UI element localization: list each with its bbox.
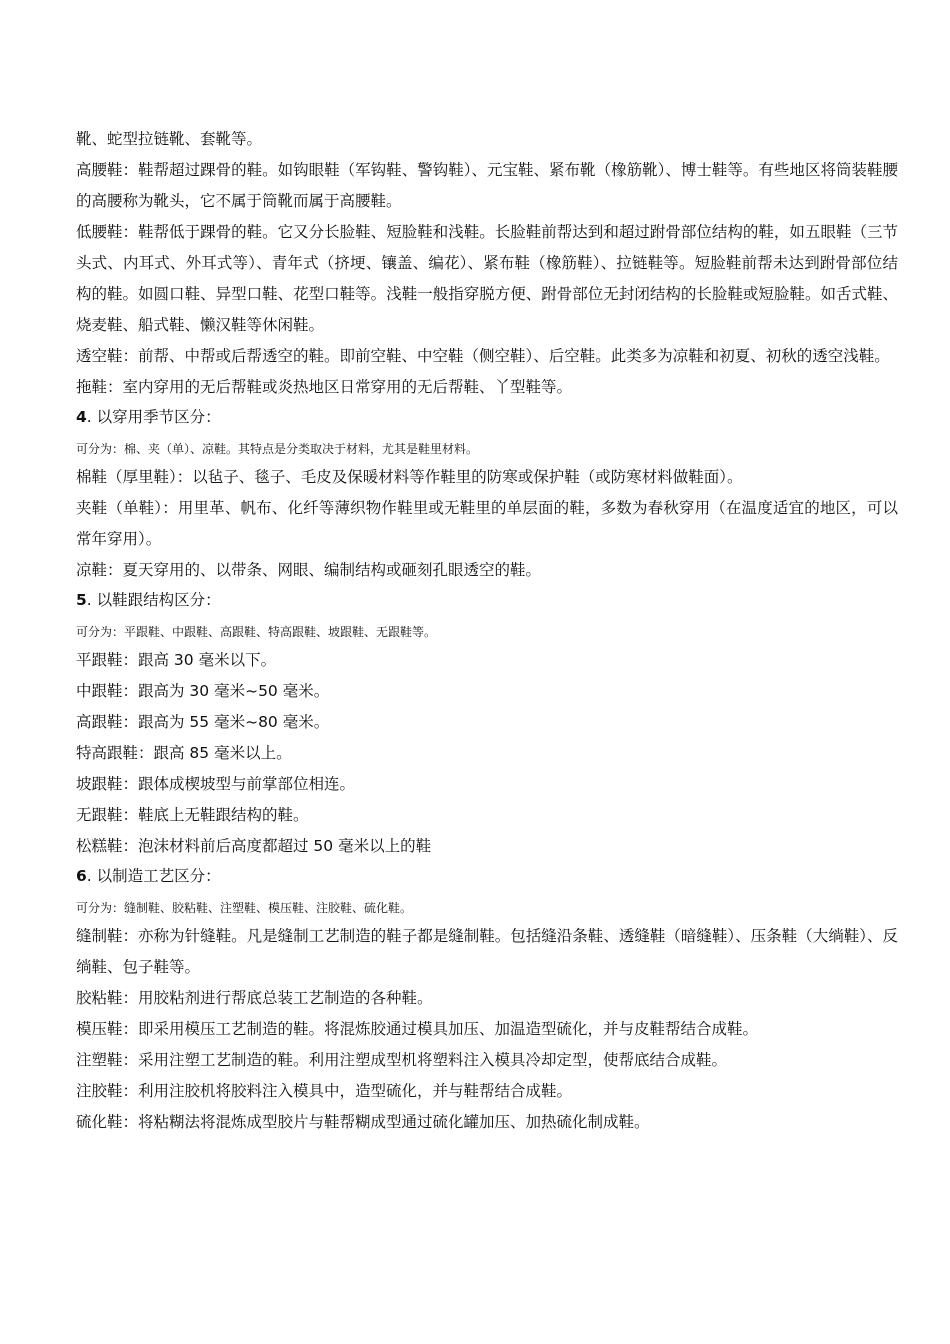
paragraph-cotton-shoes: 棉鞋（厚里鞋）：以毡子、毯子、毛皮及保暖材料等作鞋里的防寒或保护鞋（或防寒材料做鞋面）。 [76, 468, 743, 486]
paragraph-flat-heel: 平跟鞋：跟高 30 毫米以下。 [76, 651, 277, 669]
section-number: 4 [76, 408, 87, 426]
paragraph-extra-high-heel: 特高跟鞋：跟高 85 毫米以上。 [76, 744, 292, 762]
paragraph-injection-plastic-shoes: 注塑鞋：采用注塑工艺制造的鞋。利用注塑成型机将塑料注入模具冷却定型，使帮底结合成鞋。 [76, 1051, 728, 1069]
section-note-season: 可分为：棉、夹（单）、凉鞋。其特点是分类取决于材料，尤其是鞋里材料。 [76, 442, 479, 456]
paragraph-sewn-shoes: 缝制鞋：亦称为针缝鞋。凡是缝制工艺制造的鞋子都是缝制鞋。包括缝沿条鞋、透缝鞋（暗缝鞋）、压条鞋（大绱鞋）、反绱鞋、包子鞋等。 [76, 927, 898, 976]
paragraph-cemented-shoes: 胶粘鞋：用胶粘剂进行帮底总装工艺制造的各种鞋。 [76, 989, 433, 1007]
paragraph-sandals: 凉鞋：夏天穿用的、以带条、网眼、编制结构或砸刻孔眼透空的鞋。 [76, 561, 542, 579]
section-heading-season [76, 403, 898, 432]
paragraph-lined-shoes: 夹鞋（单鞋）：用里革、帆布、化纤等薄织物作鞋里或无鞋里的单层面的鞋，多数为春秋穿用（在温度适宜的地区，可以常年穿用）。 [76, 499, 898, 548]
paragraph-vulcanized-shoes: 硫化鞋：将粘糊法将混炼成型胶片与鞋帮糊成型通过硫化罐加压、加热硫化制成鞋。 [76, 1113, 650, 1131]
paragraph-wedge-heel: 坡跟鞋：跟体成楔坡型与前掌部位相连。 [76, 775, 356, 793]
section-heading-heel [76, 586, 898, 615]
paragraph-high-waist-shoes: 高腰鞋：鞋帮超过踝骨的鞋。如钩眼鞋（军钩鞋、警钩鞋）、元宝鞋、紧布靴（橡筋靴）、博士鞋等。有些地区将筒装鞋腰的高腰称为靴头，它不属于筒靴而属于高腰鞋。 [76, 161, 898, 210]
paragraph-open-shoes: 透空鞋：前帮、中帮或后帮透空的鞋。即前空鞋、中空鞋（侧空鞋）、后空鞋。此类多为凉鞋和初夏、初秋的透空浅鞋。 [76, 347, 890, 365]
paragraph-platform-shoes: 松糕鞋：泡沫材料前后高度都超过 50 毫米以上的鞋 [76, 837, 432, 855]
document-page [76, 124, 898, 1138]
section-number: 6 [76, 867, 87, 885]
section-title: . 以制造工艺区分： [86, 867, 221, 885]
section-title: . 以穿用季节区分： [86, 408, 221, 426]
section-note-process: 可分为：缝制鞋、胶粘鞋、注塑鞋、模压鞋、注胶鞋、硫化鞋。 [76, 901, 413, 915]
paragraph-no-heel: 无跟鞋：鞋底上无鞋跟结构的鞋。 [76, 806, 309, 824]
section-number: 5 [76, 591, 87, 609]
section-title: . 以鞋跟结构区分： [86, 591, 221, 609]
paragraph-boots-end: 靴、蛇型拉链靴、套靴等。 [76, 130, 263, 148]
paragraph-slippers: 拖鞋：室内穿用的无后帮鞋或炎热地区日常穿用的无后帮鞋、丫型鞋等。 [76, 378, 573, 396]
section-note-heel: 可分为：平跟鞋、中跟鞋、高跟鞋、特高跟鞋、坡跟鞋、无跟鞋等。 [76, 625, 437, 639]
paragraph-injection-rubber-shoes: 注胶鞋：利用注胶机将胶料注入模具中，造型硫化，并与鞋帮结合成鞋。 [76, 1082, 573, 1100]
paragraph-low-waist-shoes: 低腰鞋：鞋帮低于踝骨的鞋。它又分长脸鞋、短脸鞋和浅鞋。长脸鞋前帮达到和超过跗骨部位结构的鞋，如五眼鞋（三节头式、内耳式、外耳式等）、青年式（挤埂、镶盖、编花）、紧布鞋（橡筋鞋）、拉链鞋等。短脸鞋前帮未达到跗骨部位结构的鞋。如圆口鞋、异型口鞋、花型口鞋等。浅鞋一般指穿脱方便、跗骨部位无封闭结构的长脸鞋或短脸鞋。如舌式鞋、烧麦鞋、船式鞋、懒汉鞋等休闲鞋。 [76, 223, 898, 334]
paragraph-molded-shoes: 模压鞋：即采用模压工艺制造的鞋。将混炼胶通过模具加压、加温造型硫化，并与皮鞋帮结合成鞋。 [76, 1020, 759, 1038]
paragraph-high-heel: 高跟鞋：跟高为 55 毫米~80 毫米。 [76, 713, 330, 731]
section-heading-process [76, 862, 898, 891]
paragraph-mid-heel: 中跟鞋：跟高为 30 毫米~50 毫米。 [76, 682, 330, 700]
